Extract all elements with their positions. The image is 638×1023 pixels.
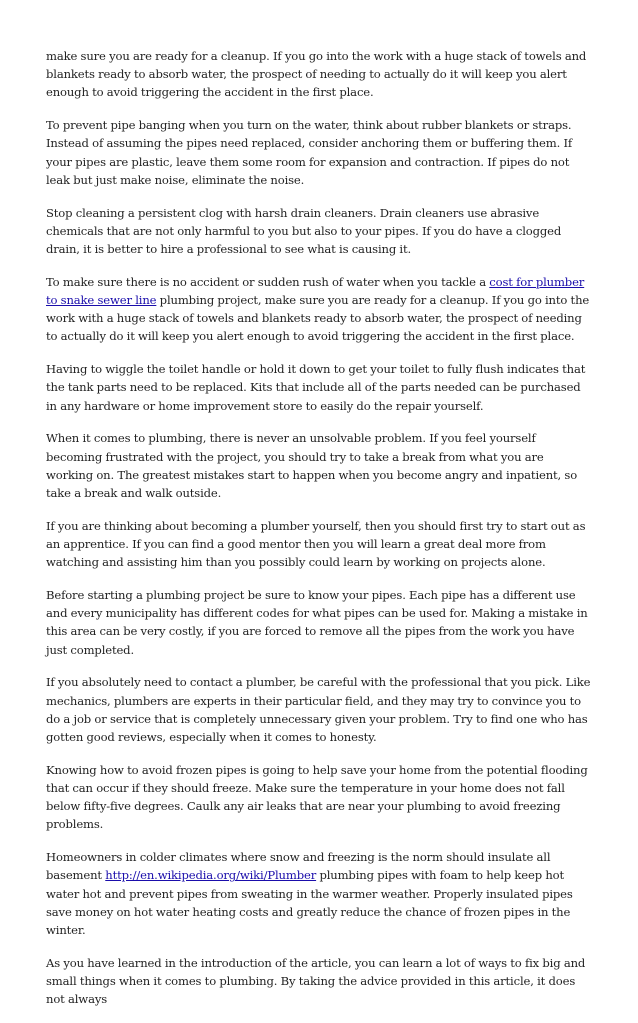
paragraph-text: Homeowners in colder climates where snow and freezing is the norm should insulate all basement xyxy=(46,850,551,883)
paragraph-text: If you are thinking about becoming a plumber yourself, then you should first try to start out as an apprentice. If you can find a good mentor then you will learn a great deal more from watching and assisting him than you possibly could learn by working on projects alone. xyxy=(46,518,586,570)
paragraph-text: Knowing how to avoid frozen pipes is going to help save your home from the potential flooding that can occur if they should freeze. Make sure the temperature in your home does not fall below fifty-five degrees. Caulk any air leaks that are near your plumbing to avoid freezing problems. xyxy=(46,762,588,832)
plumber-cost-link[interactable]: cost for plumber to snake sewer line xyxy=(46,274,585,308)
paragraph-4 xyxy=(46,273,592,346)
paragraph-text: As you have learned in the introduction of the article, you can learn a lot of ways to fix big and small things when it comes to plumbing. By taking the advice provided in this article, it does not always xyxy=(46,955,586,1007)
paragraph-text: plumbing pipes with foam to help keep hot water hot and prevent pipes from sweating in the warmer weather. Properly insulated pipes save money on hot water heating costs and greatly reduce the chance of frozen pipes in the winter. xyxy=(46,868,573,938)
paragraph-text: make sure you are ready for a cleanup. If you go into the work with a huge stack of towels and blankets ready to absorb water, the prospect of needing to actually do it will keep you alert enough to avoid triggering the accident in the first place. xyxy=(46,49,587,100)
paragraph-11 xyxy=(46,848,592,939)
paragraph-3 xyxy=(46,204,592,259)
paragraph-10 xyxy=(46,761,592,834)
wikipedia-plumber-link[interactable]: http://en.wikipedia.org/wiki/Plumber xyxy=(105,868,317,883)
paragraph-9 xyxy=(46,673,592,746)
paragraph-12 xyxy=(46,954,592,1009)
paragraph-6 xyxy=(46,429,592,502)
paragraph-text: Stop cleaning a persistent clog with harsh drain cleaners. Drain cleaners use abrasive chemicals that are not only harmful to you but also to your pipes. If you do have a clogged drain, it is better to hire a professional to see what is causing it. xyxy=(46,205,562,257)
paragraph-text: To make sure there is no accident or sudden rush of water when you tackle a xyxy=(46,274,490,289)
paragraph-text: When it comes to plumbing, there is never an unsolvable problem. If you feel yourself becoming frustrated with the project, you should try to take a break from what you are working on. The greatest mistakes start to happen when you become angry and inpatient, so take a break and walk outside. xyxy=(46,431,578,501)
paragraph-text: Having to wiggle the toilet handle or hold it down to get your toilet to fully flush indicates that the tank parts need to be replaced. Kits that include all of the parts needed can be purchased in any hardware or home improvement store to easily do the repair yourself. xyxy=(46,362,586,413)
article-body xyxy=(46,47,592,1023)
paragraph-text: Before starting a plumbing project be sure to know your pipes. Each pipe has a different use and every municipality has different codes for what pipes can be used for. Making a mistake in this area can be very costly, if you are forced to remove all the pipes from the work you have just completed. xyxy=(46,588,588,657)
paragraph-7 xyxy=(46,517,592,572)
paragraph-text: plumbing project, make sure you are ready for a cleanup. If you go into the work with a huge stack of towels and blankets ready to absorb water, the prospect of needing to actually do it will keep you alert enough to avoid triggering the accident in the first place. xyxy=(46,293,590,344)
paragraph-text: To prevent pipe banging when you turn on the water, think about rubber blankets or straps. Instead of assuming the pipes need replaced, consider anchoring them or buffering them. If your pipes are plastic, leave them some room for expansion and contraction. If pipes do not leak but just make noise, eliminate the noise. xyxy=(46,118,573,187)
paragraph-text: If you absolutely need to contact a plumber, be careful with the professional that you pick. Like mechanics, plumbers are experts in their particular field, and they may try to convince you to do a job or service that is completely unnecessary given your problem. Try to find one who has gotten good reviews, especially when it comes to honesty. xyxy=(46,675,591,745)
paragraph-8 xyxy=(46,586,592,659)
paragraph-1 xyxy=(46,47,592,102)
paragraph-5 xyxy=(46,360,592,415)
paragraph-2 xyxy=(46,116,592,189)
